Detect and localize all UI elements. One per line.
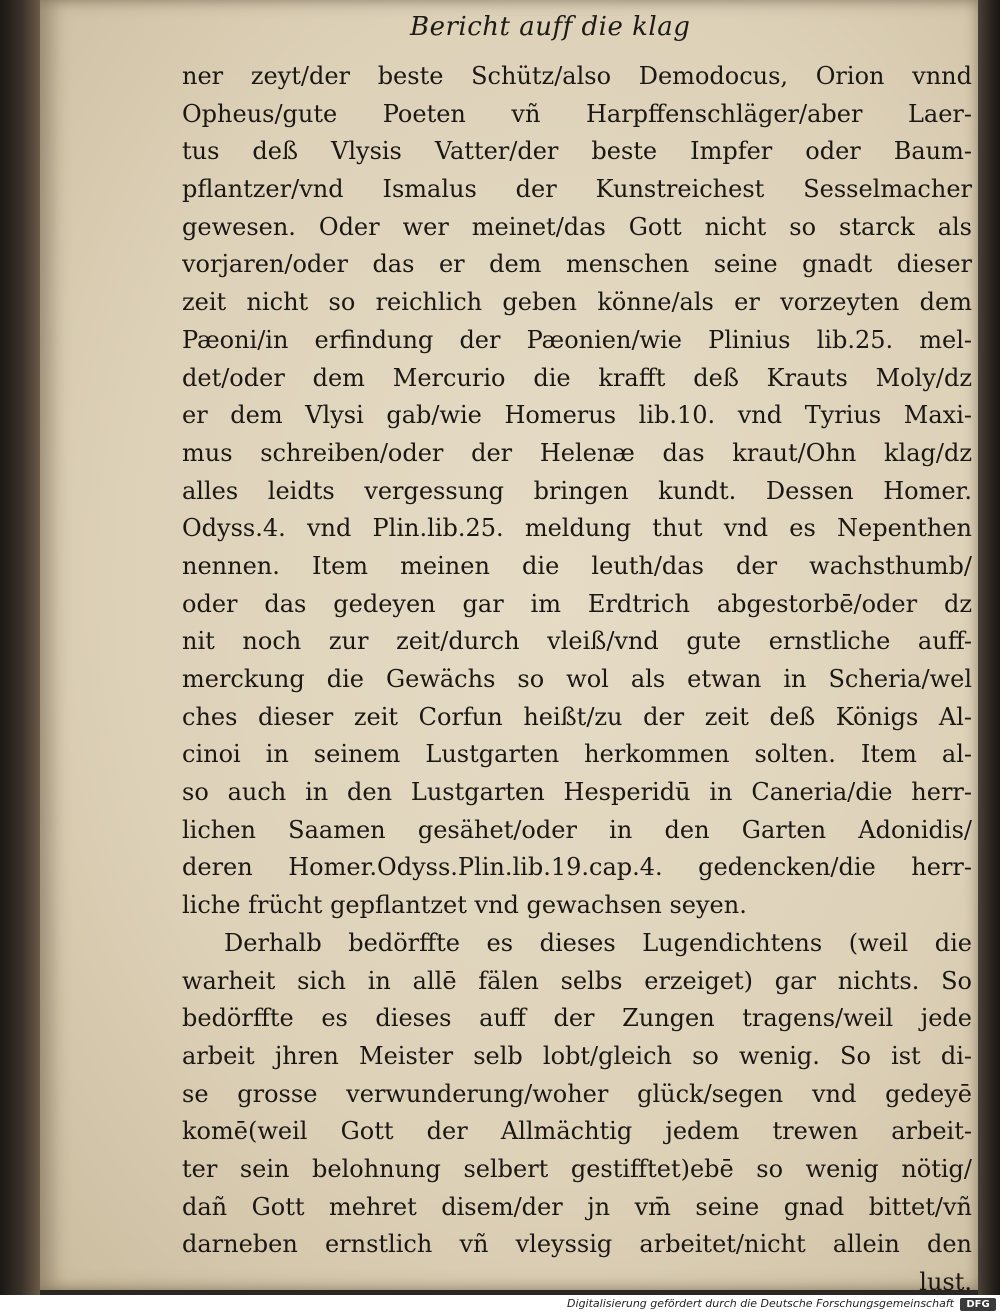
text-line: so auch in den Lustgarten Hesperidū in Caneria/die herr- [182, 778, 972, 807]
text-line: vorjaren/oder das er dem menschen seine gnadt dieser [182, 250, 972, 279]
text-line: Pæoni/in erfindung der Pæonien/wie Plinius lib.25. mel- [182, 325, 972, 354]
book-binding-shadow [0, 0, 40, 1295]
body-text [182, 58, 972, 1295]
text-line: ner zeyt/der beste Schütz/also Demodocus, Orion vnnd [182, 62, 972, 90]
text-line: warheit sich in allē fälen selbs erzeiget) gar nichts. So [182, 966, 972, 995]
catchword-line: lust. [919, 1268, 972, 1295]
text-line: Odyss.4. vnd Plin.lib.25. meldung thut vnd es Nepenthen [182, 514, 972, 543]
paragraph-start-line: Derhalb bedörffte es dieses Lugendichtens (weil die [224, 928, 972, 957]
text-line: det/oder dem Mercurio die krafft deß Krauts Moly/dz [182, 363, 972, 392]
text-line: pflantzer/vnd Ismalus der Kunstreichest Sesselmacher [182, 175, 972, 204]
text-line: liche frücht gepflantzet vnd gewachsen seyen. [182, 891, 747, 920]
paper-page [40, 0, 980, 1295]
text-line: dañ Gott mehret disem/der jn vm̄ seine gnad bittet/vñ [182, 1192, 972, 1221]
running-head: Bericht auff die klag [410, 12, 691, 42]
dfg-logo-icon: DFG [960, 1298, 996, 1311]
text-line: lichen Saamen gesähet/oder in den Garten Adonidis/ [182, 815, 972, 844]
text-line: gewesen. Oder wer meinet/das Gott nicht so starck als [182, 212, 972, 241]
text-line: ter sein belohnung selbert gestifftet)ebē so wenig nötig/ [182, 1154, 972, 1183]
text-line: zeit nicht so reichlich geben könne/als er vorzeyten dem [182, 288, 972, 317]
text-line: bedörffte es dieses auff der Zungen tragens/weil jede [182, 1004, 972, 1033]
text-line: tus deß Vlysis Vatter/der beste Impfer oder Baum- [182, 137, 972, 166]
text-line: se grosse verwunderung/woher glück/segen vnd gedeyē [182, 1079, 972, 1108]
text-line: Opheus/gute Poeten vñ Harpffenschläger/aber Laer- [182, 99, 972, 128]
text-line: mus schreiben/oder der Helenæ das kraut/Ohn klag/dz [182, 438, 972, 467]
text-line: ches dieser zeit Corfun heißt/zu der zeit deß Königs Al- [182, 702, 972, 731]
text-line: nit noch zur zeit/durch vleiß/vnd gute ernstliche auff- [182, 627, 972, 656]
funding-credit: Digitalisierung gefördert durch die Deutsche Forschungsgemeinschaft [567, 1297, 954, 1310]
digitization-footer [0, 1295, 1000, 1315]
text-line: deren Homer.Odyss.Plin.lib.19.cap.4. gedencken/die herr- [182, 853, 972, 882]
text-line: darneben ernstlich vñ vleyssig arbeitet/nicht allein den [182, 1230, 972, 1259]
text-line: cinoi in seinem Lustgarten herkommen solten. Item al- [182, 740, 972, 769]
text-line: merckung die Gewächs so wol als etwan in Scheria/wel [182, 665, 972, 693]
text-line: er dem Vlysi gab/wie Homerus lib.10. vnd Tyrius Maxi- [182, 401, 972, 430]
text-line: komē(weil Gott der Allmächtig jedem trewen arbeit- [182, 1117, 972, 1146]
text-line: oder das gedeyen gar im Erdtrich abgestorbē/oder dz [182, 589, 972, 618]
text-line: arbeit jhren Meister selb lobt/gleich so wenig. So ist di- [182, 1041, 972, 1070]
text-line: alles leidts vergessung bringen kundt. Dessen Homer. [182, 476, 972, 505]
text-line: nennen. Item meinen die leuth/das der wachsthumb/ [182, 551, 972, 580]
page-edge-shadow [978, 0, 1000, 1295]
